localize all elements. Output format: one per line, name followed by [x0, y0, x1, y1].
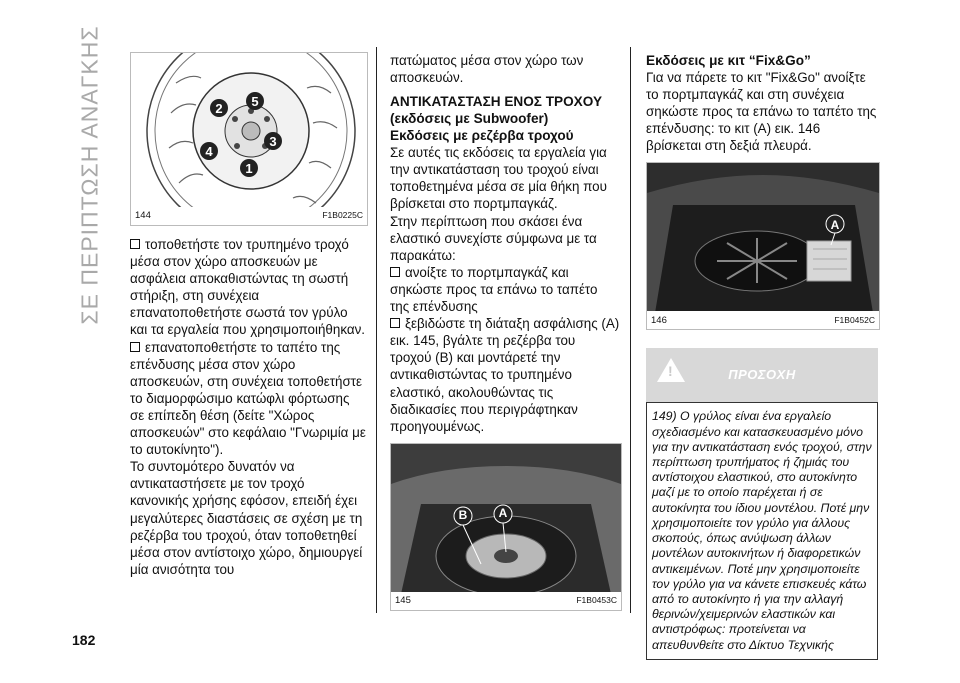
figure-145: [390, 443, 622, 611]
section-heading: Εκδόσεις με κιτ “Fix&Go”: [646, 53, 811, 68]
callout-5: 5: [251, 94, 259, 109]
bullet-paragraph: ξεβιδώστε τη διάταξη ασφάλισης (A) εικ. 145, βγάλτε τη ρεζέρβα του τροχού (B) και μοντάρετέ την αντικαθιστώντας το τρυπημένο ελαστικό, ακολουθώντας τις διαδικασίες που περιγράφτηκαν προηγουμένως.: [390, 316, 620, 434]
figure-144: [130, 52, 368, 226]
figure-code: F1B0452C: [834, 314, 875, 325]
checkbox-bullet-icon: [130, 239, 140, 249]
section-side-title: ΣΕ ΠΕΡΙΠΤΩΣΗ ΑΝΑΓΚΗΣ: [76, 25, 103, 325]
warning-header: [646, 348, 878, 402]
bullet-paragraph: επανατοποθετήστε το ταπέτο της επένδυσης μέσα στον χώρο αποσκευών, στη συνέχεια τοποθετήστε το διαμορφώσιμο κατώφλι φόρτωσης σε επίπεδη θέση (δείτε "Χώρος αποσκευών" στο κεφάλαιο "Γνωριμία με το αυτοκίνητο").: [130, 339, 366, 458]
checkbox-bullet-icon: [390, 318, 400, 328]
body-paragraph: Το συντομότερο δυνατόν να αντικαταστήσετε με τον τροχό κανονικής χρήσης εφόσον, επειδή έχει μεγαλύτερες διαστάσεις σε σχέση με τη ρεζέρβα του τροχού, όταν τοποθετηθεί μέσα στον αντίστοιχο χώρο, δημιουργεί μία ανισότητα του: [130, 459, 363, 577]
figure-number: 144: [135, 210, 151, 222]
column-3: [646, 52, 878, 660]
figure-number: 146: [651, 314, 667, 326]
figure-code: F1B0225C: [322, 210, 363, 221]
trunk-fix-go-kit-illustration: [647, 163, 879, 329]
figure-code: F1B0453C: [576, 595, 617, 606]
checkbox-bullet-icon: [390, 267, 400, 277]
callout-A: A: [498, 505, 508, 520]
body-paragraph: Στην περίπτωση που σκάσει ένα ελαστικό συνεχίστε σύμφωνα με τα παρακάτω:: [390, 213, 597, 263]
column-divider: [376, 47, 377, 613]
body-paragraph: πατώματος μέσα στον χώρο των αποσκευών.: [390, 53, 584, 86]
checkbox-bullet-icon: [130, 342, 140, 352]
body-paragraph: Σε αυτές τις εκδόσεις τα εργαλεία για την αντικατάσταση του τροχού είναι τοποθετημένα μέσα σε μία θήκη που βρίσκεται στο πορτμπαγκάζ.: [390, 145, 607, 212]
figure-caption: [131, 207, 367, 225]
trunk-spare-wheel-illustration: [391, 444, 621, 610]
callout-3: 3: [269, 134, 277, 149]
column-1: [130, 52, 366, 578]
callout-2: 2: [215, 101, 223, 116]
body-paragraph: Για να πάρετε το κιτ "Fix&Go" ανοίξτε το πορτμπαγκάζ και στη συνέχεια σηκώστε προς τα επάνω το ταπέτο της επένδυσης: το κιτ (A) εικ. 146 βρίσκεται στη δεξιά πλευρά.: [646, 70, 877, 154]
warning-box: 149) Ο γρύλος είναι ένα εργαλείο σχεδιασμένο και κατασκευασμένο μόνο για την αντικατάσταση ενός τροχού, στην περίπτωση τρυπήματος ή ζημιάς του αντίστοιχου ελαστικού, στο αυτοκίνητο μαζί με το οποίο παρέχεται ή σε αυτοκίνητα του ίδιου μοντέλου. Ποτέ μην χρησιμοποιείτε τον γρύλο για άλλους σκοπούς, όπως ανύψωση άλλων μοντέλων αυτοκινήτων ή διαφορετικών αντικειμένων. Ποτέ μην χρησιμοποιείτε τον γρύλο για να κάνετε επισκευές κάτω από το αυτοκίνητο ή για την αλλαγή θερινών/χειμερινών ελαστικών και αντιστρόφως: προτείνεται να απευθυνθείτε στο Δίκτυο Τεχνικής: [646, 402, 878, 659]
subsection-heading: Εκδόσεις με ρεζέρβα τροχού: [390, 128, 574, 144]
figure-caption: [647, 311, 879, 329]
figure-146: [646, 162, 880, 330]
figure-caption: [391, 592, 621, 610]
column-divider: [630, 47, 631, 613]
callout-A: A: [830, 218, 840, 233]
wheel-illustration: [131, 53, 367, 225]
warning-title: ΠΡΟΣΟΧΗ: [728, 367, 796, 383]
page-number: 182: [72, 632, 96, 648]
bullet-paragraph: ανοίξτε το πορτμπαγκάζ και σηκώστε προς τα επάνω το ταπέτο της επένδυσης: [390, 264, 598, 315]
figure-number: 145: [395, 595, 411, 607]
section-heading: ΑΝΤΙΚΑΤΑΣΤΑΣΗ ΕΝΟΣ ΤΡΟΧΟΥ (εκδόσεις με Subwoofer): [390, 94, 603, 127]
column-2: [390, 52, 620, 611]
callout-1: 1: [245, 161, 253, 176]
callout-4: 4: [205, 144, 213, 159]
callout-B: B: [458, 507, 468, 522]
bullet-paragraph: τοποθετήστε τον τρυπημένο τροχό μέσα στον χώρο αποσκευών με ασφάλεια αποκαθιστώντας τη σωστή στήριξη, στη συνέχεια επανατοποθετήστε σωστά τον γρύλο και τα εργαλεία που χρησιμοποιήθηκαν.: [130, 237, 366, 338]
